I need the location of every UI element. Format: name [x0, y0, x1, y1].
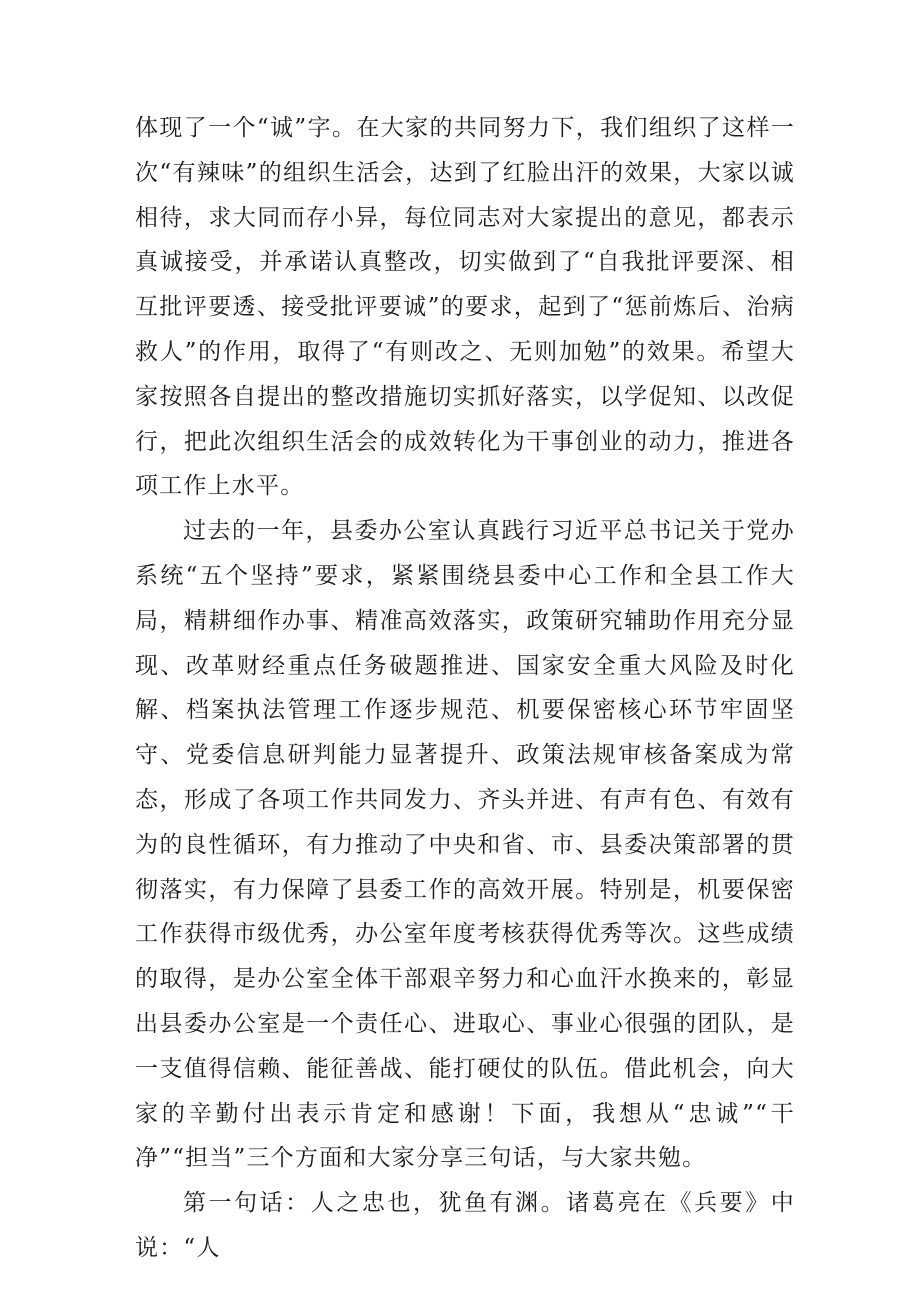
paragraph-first-point: 第一句话：人之忠也，犹鱼有渊。诸葛亮在《兵要》中说：“人 — [135, 1190, 795, 1261]
paragraph-review: 过去的一年，县委办公室认真践行习近平总书记关于党办系统“五个坚持”要求，紧紧围绕县委中心工作和全县工作大局，精耕细作办事、精准高效落实，政策研究辅助作用充分显现、改革财经重点任务破题推进、国家安全重大风险及时化解、档案执法管理工作逐步规范、机要保密核心环节牢固坚守、党委信息研判能力显著提升、政策法规审核备案成为常态，形成了各项工作共同发力、齐头并进、有声有色、有效有为的良性循环，有力推动了中央和省、市、县委决策部署的贯彻落实，有力保障了县委工作的高效开展。特别是，机要保密工作获得市级优秀，办公室年度考核获得优秀等次。这些成绩的取得，是办公室全体干部艰辛努力和心血汗水换来的，彰显出县委办公室是一个责任心、进取心、事业心很强的团队，是一支值得信赖、能征善战、能打硬仗的队伍。借此机会，向大家的辛勤付出表示肯定和感谢！下面，我想从“忠诚”“干净”“担当”三个方面和大家分享三句话，与大家共勉。 — [135, 518, 795, 1172]
body-text — [135, 106, 795, 1271]
paragraph-continuation: 体现了一个“诚”字。在大家的共同努力下，我们组织了这样一次“有辣味”的组织生活会，达到了红脸出汗的效果，大家以诚相待，求大同而存小异，每位同志对大家提出的意见，都表示真诚接受，并承诺认真整改，切实做到了“自我批评要深、相互批评要透、接受批评要诚”的要求，起到了“惩前炼后、治病救人”的作用，取得了“有则改之、无则加勉”的效果。希望大家按照各自提出的整改措施切实抓好落实，以学促知、以改促行，把此次组织生活会的成效转化为干事创业的动力，推进各项工作上水平。 — [135, 115, 795, 500]
